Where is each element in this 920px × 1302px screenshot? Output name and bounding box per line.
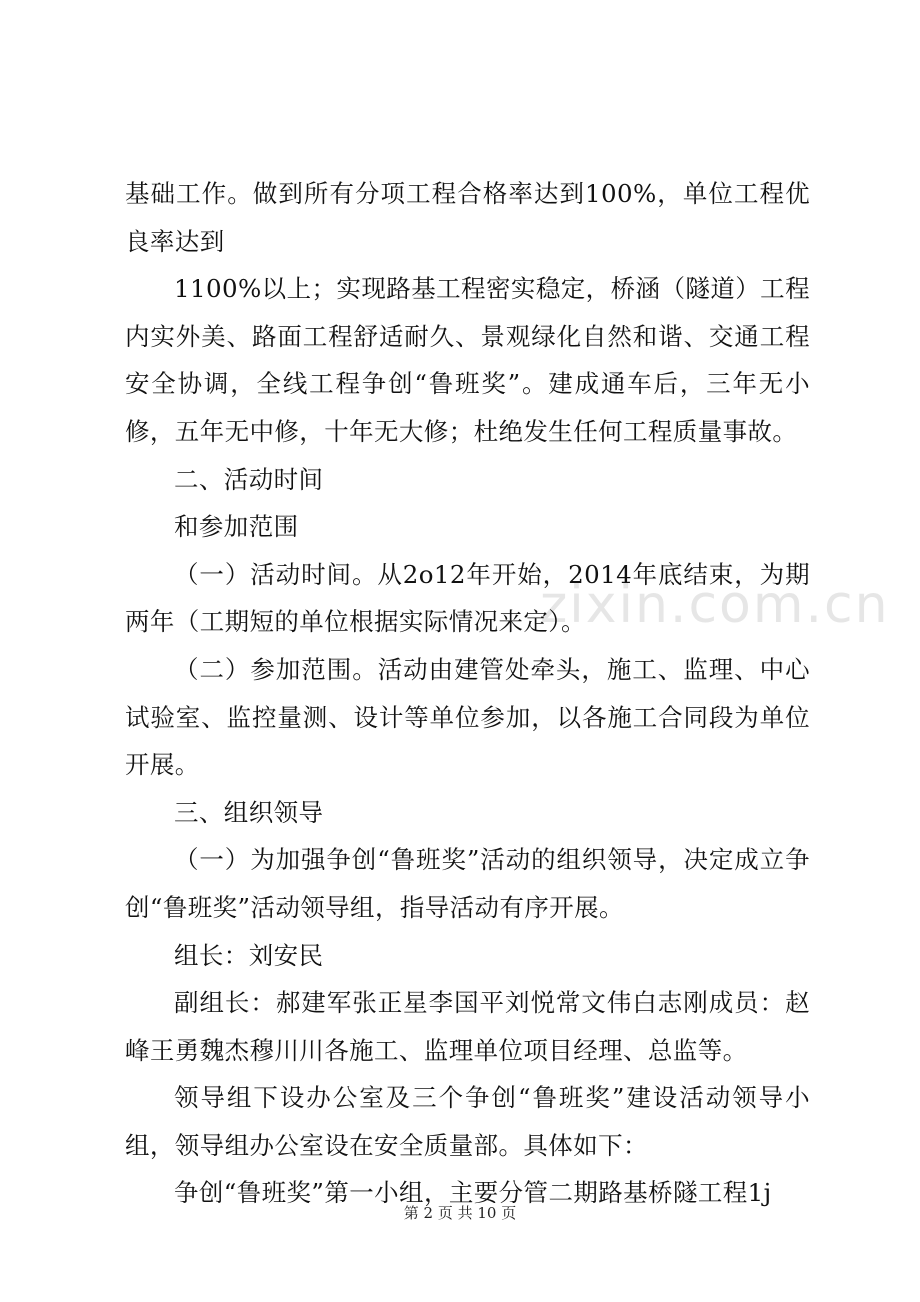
paragraph: （一）为加强争创“鲁班奖”活动的组织领导，决定成立争创“鲁班奖”活动领导组，指导活动有序开展。 [125, 845, 810, 922]
watermark: zixin.com.cn [540, 575, 890, 635]
paragraph: 基础工作。做到所有分项工程合格率达到100%，单位工程优良率达到 [125, 179, 810, 256]
document-body [125, 170, 810, 1217]
paragraph: 副组长：郝建军张正星李国平刘悦常文伟白志刚成员：赵峰王勇魏杰穆川川各施工、监理单位项目经理、总监等。 [125, 988, 810, 1065]
section-heading-continuation: 和参加范围 [174, 512, 299, 542]
paragraph: 争创“鲁班奖”第一小组，主要分管二期路基桥隧工程1j [174, 1178, 772, 1208]
paragraph: 1100%以上；实现路基工程密实稳定，桥涵（隧道）工程内实外美、路面工程舒适耐久、景观绿化自然和谐、交通工程安全协调，全线工程争创“鲁班奖”。建成通车后，三年无小修，五年无中修，十年无大修；杜绝发生任何工程质量事故。 [125, 274, 810, 446]
section-heading: 二、活动时间 [174, 464, 324, 494]
paragraph: 组长：刘安民 [174, 940, 324, 970]
section-heading: 三、组织领导 [174, 797, 324, 827]
paragraph: 领导组下设办公室及三个争创“鲁班奖”建设活动领导小组，领导组办公室设在安全质量部。具体如下： [125, 1083, 810, 1160]
paragraph: （一）活动时间。从2o12年开始，2014年底结束，为期两年（工期短的单位根据实际情况来定）。 [125, 559, 810, 637]
paragraph: （二）参加范围。活动由建管处牵头，施工、监理、中心试验室、监控量测、设计等单位参加，以各施工合同段为单位开展。 [125, 654, 810, 780]
page-footer: 第 2 页 共 10 页 [403, 1204, 517, 1222]
